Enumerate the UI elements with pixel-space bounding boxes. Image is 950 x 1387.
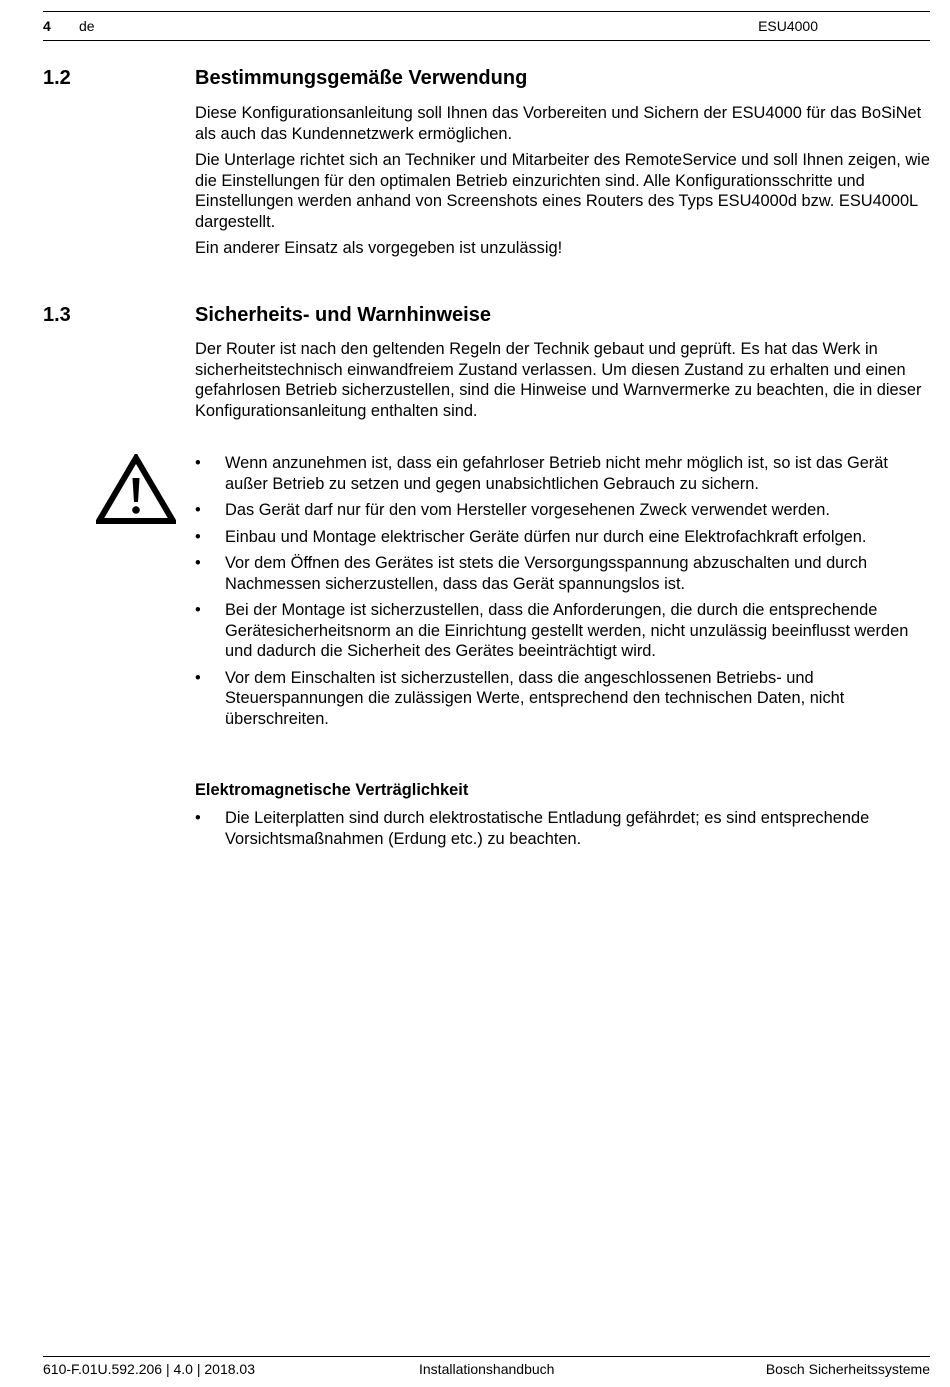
section-1-2-body xyxy=(195,103,930,265)
section-1-3-title: Sicherheits- und Warnhinweise xyxy=(195,304,491,326)
language-code: de xyxy=(79,18,95,34)
list-item: • Das Gerät darf nur für den vom Hersteller vorgesehenen Zweck verwendet werden. xyxy=(195,501,830,519)
bullet-icon: • xyxy=(195,601,201,619)
list-item: • Einbau und Montage elektrischer Geräte dürfen nur durch eine Elektrofachkraft erfolgen. xyxy=(195,527,867,546)
bullet-icon: • xyxy=(195,668,201,687)
page-number: 4 xyxy=(43,18,51,34)
bullet-icon: • xyxy=(195,454,201,472)
list-item: • Wenn anzunehmen ist, dass ein gefahrloser Betrieb nicht mehr möglich ist, so ist das Gerät außer Betrieb zu setzen und gegen unabsichtlichen Gebrauch zu sichern. xyxy=(195,454,888,493)
paragraph: Die Unterlage richtet sich an Techniker und Mitarbeiter des RemoteService und soll Ihnen zeigen, wie die Einstellungen für den optimalen Betrieb einzurichten sind. Alle Konfigurationsschritte und Einstellungen werden anhand von Screenshots eines Routers des Typs ESU4000d bzw. ESU4000L dargestellt. xyxy=(195,151,930,231)
paragraph: Der Router ist nach den geltenden Regeln der Technik gebaut und geprüft. Es hat das Werk in sicherheitstechnisch einwandfreiem Zustand verlassen. Um diesen Zustand zu erhalten und einen gefahrlosen Betrieb sicherzustellen, sind die Hinweise und Warnvermerke zu beachten, die in dieser Konfigurationsanleitung enthalten sind. xyxy=(195,340,922,420)
page-footer xyxy=(43,1356,930,1381)
warning-triangle-icon xyxy=(96,454,176,524)
list-item: • Bei der Montage ist sicherzustellen, dass die Anforderungen, die durch die entsprechende Gerätesicherheitsnorm an die Einrichtung gestellt werden, nicht unzulässig beeinflusst werden und dadurch die Sicherheit des Gerätes beeinträchtigt wird. xyxy=(195,601,909,660)
bullet-icon: • xyxy=(195,527,201,546)
bullet-icon: • xyxy=(195,554,201,572)
section-1-3-intro xyxy=(195,339,930,427)
list-item: • Die Leiterplatten sind durch elektrostatische Entladung gefährdet; es sind entsprechende Vorsichtsmaßnahmen (Erdung etc.) zu beachten. xyxy=(195,809,870,848)
document-type: Installationshandbuch xyxy=(419,1361,555,1377)
section-1-2-title: Bestimmungsgemäße Verwendung xyxy=(195,67,528,89)
document-id: 610-F.01U.592.206 | 4.0 | 2018.03 xyxy=(43,1361,255,1377)
emc-bullet-list xyxy=(195,808,930,855)
list-item: • Vor dem Einschalten ist sicherzustellen, dass die angeschlossenen Betriebs- und Steuerspannungen die zulässigen Werte, entsprechend den technischen Daten, nicht überschreiten. xyxy=(195,668,845,728)
paragraph: Diese Konfigurationsanleitung soll Ihnen das Vorbereiten und Sichern der ESU4000 für das BoSiNet als auch das Kundennetzwerk ermöglichen. xyxy=(195,104,922,143)
paragraph: Ein anderer Einsatz als vorgegeben ist unzulässig! xyxy=(195,239,563,257)
bullet-icon: • xyxy=(195,501,201,519)
safety-bullet-list xyxy=(195,453,930,735)
page-header xyxy=(43,11,930,41)
product-name: ESU4000 xyxy=(758,18,818,34)
bullet-icon: • xyxy=(195,809,201,827)
list-item: • Vor dem Öffnen des Gerätes ist stets die Versorgungsspannung abzuschalten und durch Nachmessen sicherzustellen, dass das Gerät spannungslos ist. xyxy=(195,554,868,593)
section-1-2-number: 1.2 xyxy=(43,67,71,89)
section-1-3-number: 1.3 xyxy=(43,304,71,326)
emc-heading: Elektromagnetische Verträglichkeit xyxy=(195,781,469,799)
company-name: Bosch Sicherheitssysteme xyxy=(765,1361,930,1377)
